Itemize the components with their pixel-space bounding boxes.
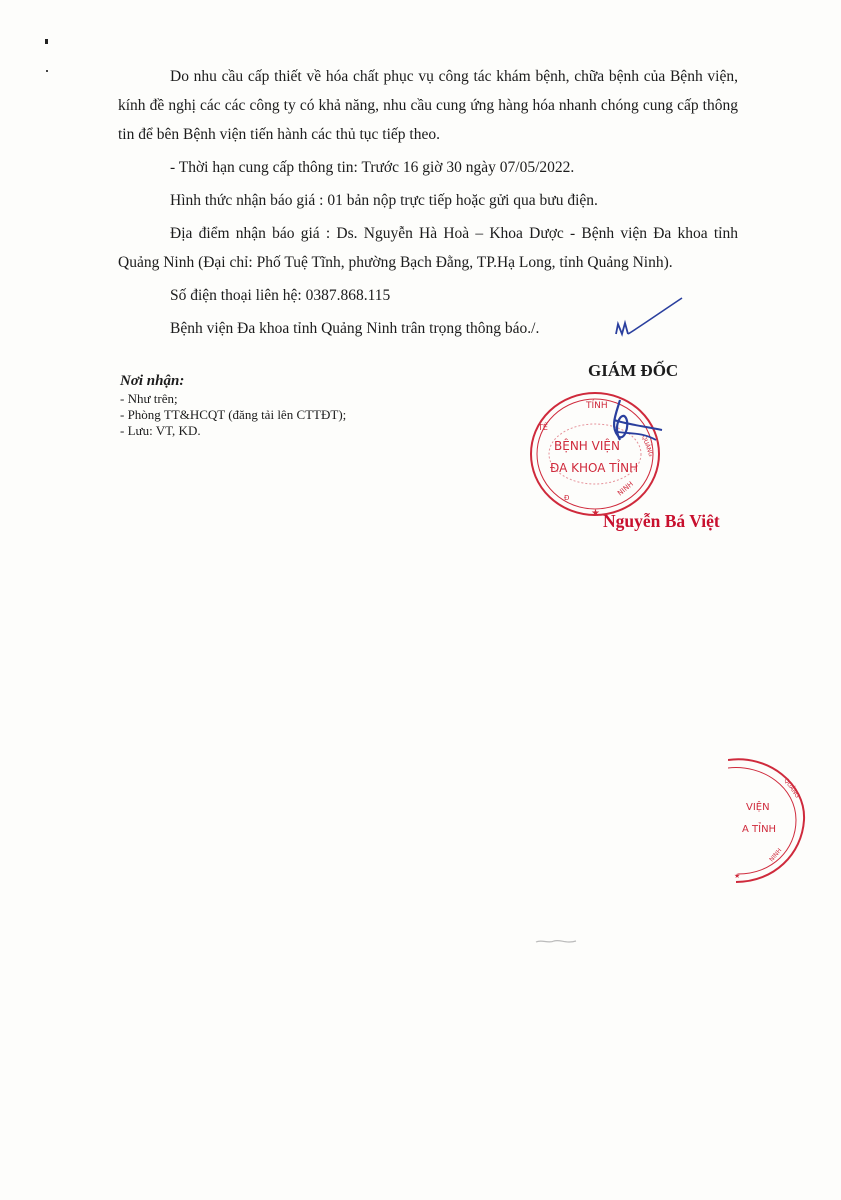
stamp-line-2: ĐA KHOA TỈNH [550, 461, 639, 475]
paragraph-submission-location: Địa điểm nhận báo giá : Ds. Nguyễn Hà Hoà – Khoa Dược - Bệnh viện Đa khoa tỉnh Quảng Ninh (Đại chỉ: Phố Tuệ Tĩnh, phường Bạch Đằng, TP.Hạ Long, tỉnh Quảng Ninh). [118, 225, 738, 271]
stamp-top-arc: TỈNH [586, 401, 608, 411]
director-signature [590, 396, 670, 452]
stamp-star-icon: ★ [591, 508, 600, 519]
stamp-right-arc: QUẢNG [640, 434, 655, 458]
paragraph-deadline: - Thời hạn cung cấp thông tin: Trước 16 giờ 30 ngày 07/05/2022. [170, 159, 575, 176]
recipients-title: Nơi nhận: [120, 373, 185, 389]
stamp-bottom-left: Đ [564, 494, 570, 502]
director-title: GIÁM ĐỐC [588, 361, 679, 380]
recipient-item: - Như trên; [120, 391, 178, 406]
partial-stamp [728, 754, 808, 886]
signer-name: Nguyễn Bá Việt [603, 511, 720, 531]
recipient-item: - Lưu: VT, KD. [120, 423, 201, 438]
stamp-bottom-arc: NINH [616, 479, 635, 498]
partial-stamp-line-2: A TỈNH [742, 824, 777, 835]
scan-speck [44, 38, 52, 78]
initial-signature [608, 296, 688, 348]
paragraph-phone: Số điện thoại liên hệ: 0387.868.115 [170, 287, 391, 304]
partial-stamp-top-arc: QUẢNG [782, 777, 801, 800]
paragraph-request: Do nhu cầu cấp thiết về hóa chất phục vụ công tác khám bệnh, chữa bệnh của Bệnh viện, kính đề nghị các các công ty có khả năng, nhu cầu cung ứng hàng hóa nhanh chóng cung cấp thông tin để bên Bệnh viện tiến hành các thủ tục tiếp theo. [118, 68, 738, 143]
paragraph-closing: Bệnh viện Đa khoa tỉnh Quảng Ninh trân trọng thông báo./. [170, 320, 540, 337]
partial-stamp-line-1: VIỆN [746, 802, 770, 813]
partial-stamp-bottom-arc: NINH [768, 847, 784, 864]
recipients-block [120, 372, 346, 439]
paragraph-submission-form: Hình thức nhận báo giá : 01 bản nộp trực tiếp hoặc gửi qua bưu điện. [170, 192, 598, 209]
scan-smudge [534, 936, 578, 948]
stamp-line-1: BỆNH VIỆN [554, 439, 620, 453]
stamp-left-arc: TẾ [538, 423, 548, 432]
partial-stamp-star-icon: ★ [734, 872, 741, 880]
recipient-item: - Phòng TT&HCQT (đăng tải lên CTTĐT); [120, 407, 347, 422]
